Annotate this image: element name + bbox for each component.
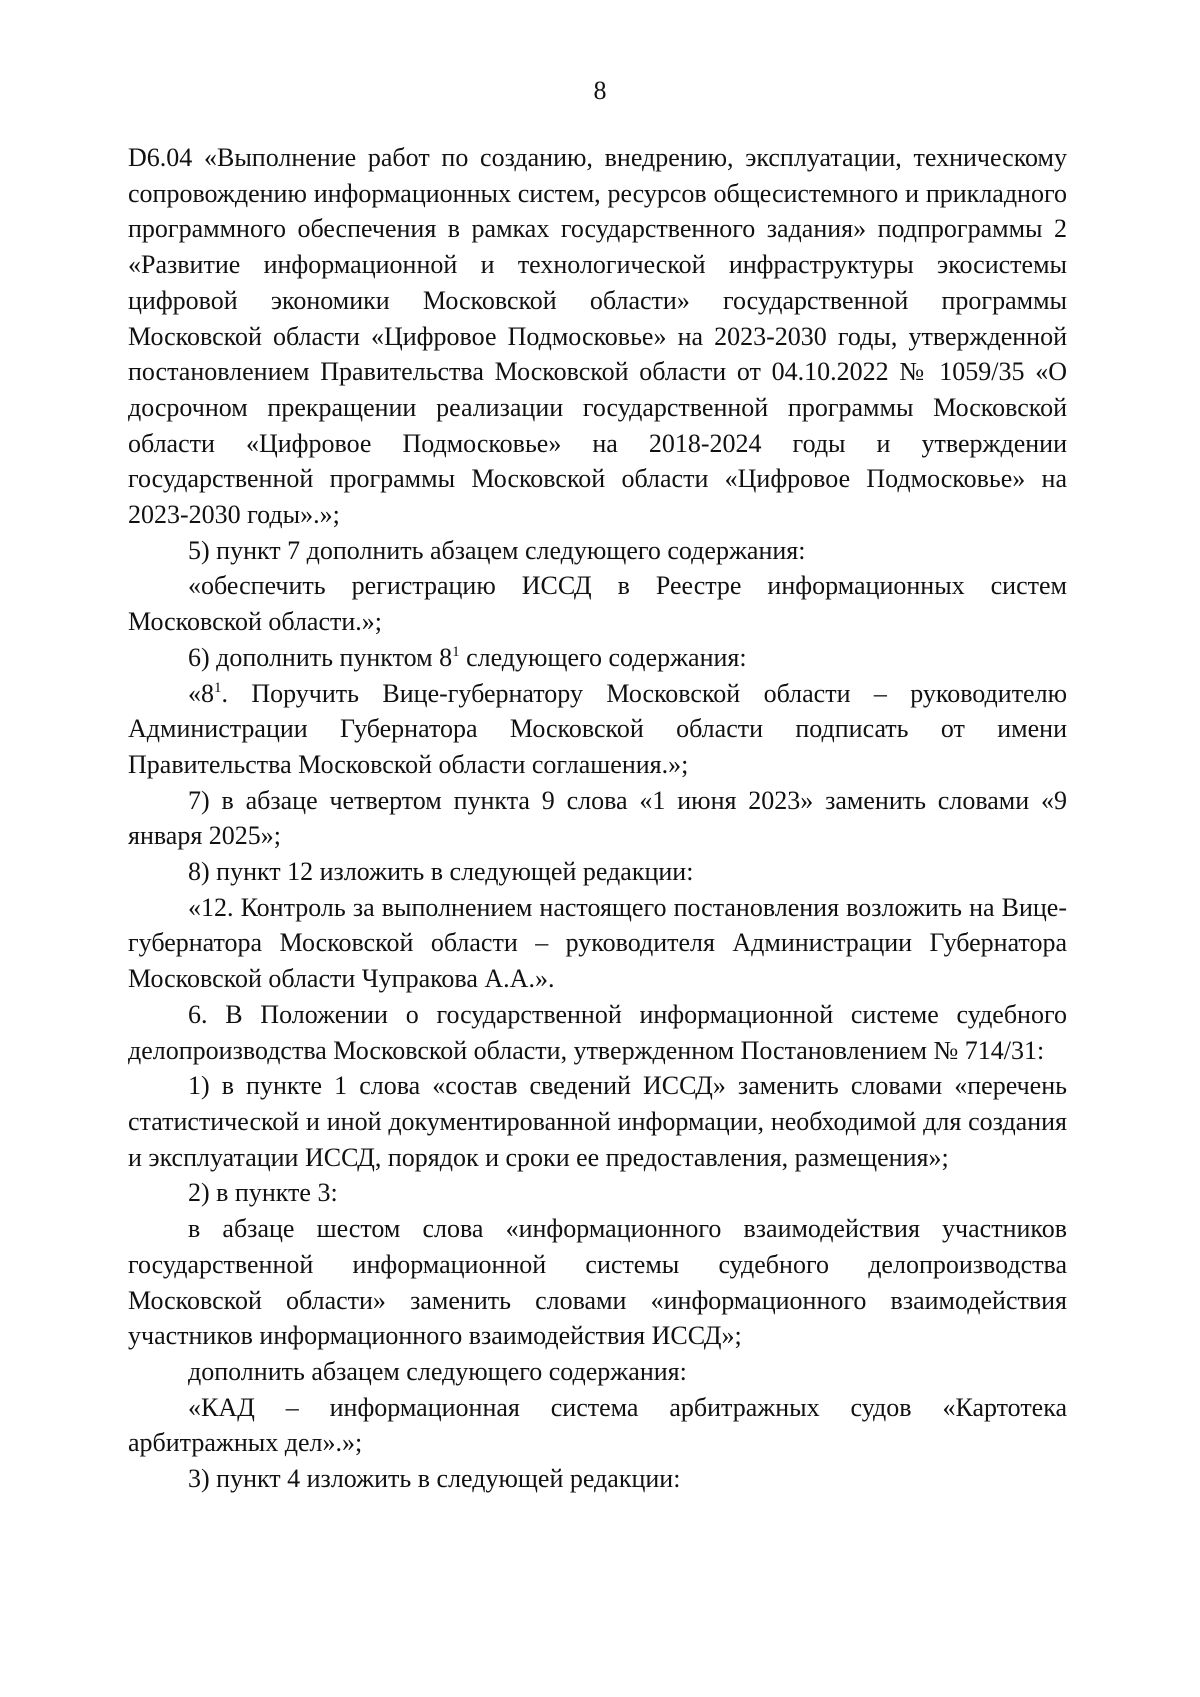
paragraph-item-8: 8) пункт 12 изложить в следующей редакции: xyxy=(188,857,694,887)
paragraph-item-5: 5) пункт 7 дополнить абзацем следующего содержания: xyxy=(188,535,806,565)
paragraph-kad-definition: «КАД – информационная система арбитражных судов «Картотека арбитражных дел».»; xyxy=(128,1392,1067,1458)
superscript: 1 xyxy=(452,643,460,660)
page-number: 8 xyxy=(593,76,607,105)
paragraph-item-6 xyxy=(128,640,1067,676)
paragraph-text: . Поручить Вице-губернатору Московской области – руководителю Администрации Губернатора Московской области подписать от имени Правительства Московской области соглашения.»; xyxy=(128,678,1067,779)
paragraph-item-7: 7) в абзаце четвертом пункта 9 слова «1 июня 2023» заменить словами «9 января 2025»; xyxy=(128,785,1067,851)
paragraph-section-6-item-2: 2) в пункте 3: xyxy=(188,1178,338,1208)
paragraph-text: 6) дополнить пунктом 8 xyxy=(188,642,453,672)
paragraph-text: «8 xyxy=(188,678,214,708)
superscript: 1 xyxy=(214,679,222,696)
paragraph-d6-04: D6.04 «Выполнение работ по созданию, внедрению, эксплуатации, техническому сопровождению информационных систем, ресурсов общесистемного и прикладного программного обеспечения в рамках государственного задания» подпрограммы 2 «Развитие информационной и технологической инфраструктуры экосистемы цифровой экономики Московской области» государственной программы Московской области «Цифровое Подмосковье» на 2023-2030 годы, утвержденной постановлением Правительства Московской области от 04.10.2022 № 1059/35 «О досрочном прекращении реализации государственной программы Московской области «Цифровое Подмосковье» на 2018-2024 годы и утверждении государственной программы Московской области «Цифровое Подмосковье» на 2023-2030 годы».»; xyxy=(128,143,1067,530)
paragraph-text: следующего содержания: xyxy=(459,642,747,672)
document-body xyxy=(128,140,1067,1497)
paragraph-add-abzac: дополнить абзацем следующего содержания: xyxy=(188,1356,687,1386)
paragraph-item-12-content: «12. Контроль за выполнением настоящего постановления возложить на Вице-губернатора Московской области – руководителя Администрации Губернатора Московской области Чупракова А.А.». xyxy=(128,892,1067,994)
paragraph-section-6: 6. В Положении о государственной информационной системе судебного делопроизводства Московской области, утвержденном Постановлением № 714/31: xyxy=(128,999,1067,1065)
paragraph-item-5-content: «обеспечить регистрацию ИССД в Реестре информационных систем Московской области.»; xyxy=(128,571,1067,637)
paragraph-item-8-1-content xyxy=(128,676,1067,783)
paragraph-section-6-item-3: 3) пункт 4 изложить в следующей редакции: xyxy=(188,1464,681,1494)
paragraph-section-6-item-1: 1) в пункте 1 слова «состав сведений ИССД» заменить словами «перечень статистической и иной документированной информации, необходимой для создания и эксплуатации ИССД, порядок и сроки ее предоставления, размещения»; xyxy=(128,1071,1067,1172)
paragraph-abzac-6: в абзаце шестом слова «информационного взаимодействия участников государственной информационной системы судебного делопроизводства Московской области» заменить словами «информационного взаимодействия участников информационного взаимодействия ИССД»; xyxy=(128,1214,1067,1351)
